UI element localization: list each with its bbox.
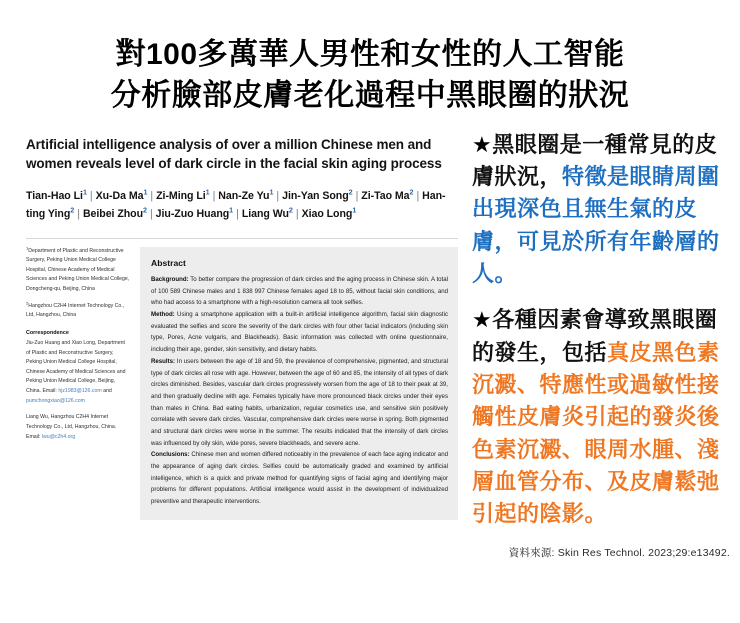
correspondence-address-2: Liang Wu, Hangzhou C2H4 Internet Technology Co., Ltd, Hangzhou, China. xyxy=(26,414,117,430)
abstract-results-text: In users between the age of 18 and 59, the prevalence of comprehensive, pigmented, and structural type of dark circles all rose with age. However, between the age of 60 and 85, the intensity of all types of dark circles diminished. Besides, vascular dark circles progressively worsen from the age of 18 to their peak at 39, and then gradually decline with age. Females typically have more pronounced black circles under their eyes than males in China. Bad eating habits, urbanization, regular cosmetics use, and sensitive skin positively correlate with severe dark circles. Vascular, comprehensive dark circles were worse in spring. Both pigmented and structural dark circles were worse in the summer. The results indicated that the intensity of dark circles was influenced by oily skin, wide pores, severe blackheads, and severe acne. xyxy=(151,357,449,447)
affiliation-1-marker: 1 xyxy=(26,244,29,250)
author-affiliation-marker: 2 xyxy=(288,205,293,215)
author-affiliation-marker: 1 xyxy=(82,187,87,197)
author-name: Liang Wu xyxy=(241,208,289,221)
star-bullet-icon: ★ xyxy=(472,131,493,157)
author-name: Han-ting Ying xyxy=(26,190,446,221)
author-affiliation-marker: 2 xyxy=(143,205,147,215)
source-text: Skin Res Technol. 2023;29:e13492. xyxy=(557,546,730,559)
page-headline xyxy=(0,0,740,117)
author-name: Zi-Ming Li xyxy=(156,190,206,203)
author-separator: | xyxy=(89,190,93,203)
journal-article-screenshot xyxy=(26,135,458,520)
commentary-2-plain: 各種因素會導致黑眼圈的發生，包括 xyxy=(472,307,718,365)
abstract-method-label: Method: xyxy=(151,311,175,319)
article-columns xyxy=(26,238,458,520)
affiliations-column xyxy=(26,244,140,450)
abstract-background-label: Background: xyxy=(151,276,189,284)
affiliation-1 xyxy=(26,244,130,295)
author-name: Xiao Long xyxy=(301,208,353,221)
commentary-1-plain: 黑眼圈是一種常見的皮膚狀況， xyxy=(472,131,718,190)
author-affiliation-marker: 2 xyxy=(409,187,414,197)
author-entry xyxy=(301,205,357,221)
abstract-background-text: To better compare the progression of dark circles and the aging process in Chinese skin. A total of 100 589 Chinese males and 1 838 997 Chinese females aged 18 to 85, without facial skin conditions, and who had access to a smartphone with a high-resolution camera all took selfies. xyxy=(151,276,448,307)
author-separator: | xyxy=(416,190,420,203)
article-title: Artificial intelligence analysis of over a million Chinese men and women reveals level of dark circle in the facial skin aging process xyxy=(26,136,442,171)
author-entry xyxy=(95,187,148,203)
headline-line-2: 分析臉部皮膚老化過程中黑眼圈的狀況 xyxy=(110,79,630,113)
author-entry xyxy=(155,205,234,221)
email-label-2: Email: xyxy=(26,433,41,440)
author-entry xyxy=(361,187,414,203)
author-separator: | xyxy=(295,208,299,221)
abstract-conclusions xyxy=(151,449,448,507)
author-affiliation-marker: 1 xyxy=(229,205,234,215)
author-list xyxy=(26,187,458,223)
author-separator: | xyxy=(276,190,280,203)
affiliation-2-text: Hangzhou C2H4 Internet Technology Co., Ltd, Hangzhou, China xyxy=(26,302,125,319)
author-entry xyxy=(82,205,147,221)
headline-line-1: 對100多萬華人男性和女性的人工智能 xyxy=(115,38,625,71)
author-separator: | xyxy=(150,190,154,203)
author-affiliation-marker: 1 xyxy=(269,187,274,197)
commentary-panel xyxy=(458,129,740,560)
author-entry xyxy=(156,187,210,203)
email-link-2[interactable]: pumchongxiao@126.com xyxy=(26,397,85,404)
commentary-1-highlight: 特徵是眼睛周圍出現深色且無生氣的皮膚，可見於所有年齡層的人。 xyxy=(472,164,720,287)
abstract-results-label: Results: xyxy=(151,357,176,365)
author-separator: | xyxy=(236,208,239,221)
author-entry xyxy=(282,187,353,203)
affiliation-2 xyxy=(26,299,130,321)
star-bullet-icon-2: ★ xyxy=(472,307,493,333)
email-link-3[interactable]: lwu@c2h4.org xyxy=(41,433,76,440)
commentary-paragraph-2 xyxy=(472,304,732,530)
author-affiliation-marker: 1 xyxy=(143,187,148,197)
commentary-2-highlight: 真皮黑色素沉澱、特應性或過敏性接觸性皮膚炎引起的發炎後色素沉澱、眼周水腫、淺層血管分布、及皮膚鬆弛引起的陰影。 xyxy=(472,339,720,527)
author-entry xyxy=(218,187,274,203)
author-name: Nan-Ze Yu xyxy=(218,190,270,203)
author-affiliation-marker: 1 xyxy=(205,187,210,197)
abstract-panel xyxy=(140,247,458,520)
author-affiliation-marker: 2 xyxy=(348,187,353,197)
correspondence-block-2 xyxy=(26,413,130,442)
author-name: Jiu-Zuo Huang xyxy=(155,208,230,221)
author-name: Zi-Tao Ma xyxy=(361,190,410,203)
author-separator: | xyxy=(149,208,153,221)
content-body xyxy=(0,117,740,560)
author-separator: | xyxy=(212,190,216,203)
affiliation-2-marker: 2 xyxy=(26,299,29,305)
abstract-results xyxy=(151,356,448,450)
abstract-method xyxy=(151,309,448,356)
author-entry xyxy=(26,187,87,203)
email-join-1: and xyxy=(103,388,112,395)
abstract-conclusions-label: Conclusions: xyxy=(151,451,190,459)
correspondence-heading: Correspondence xyxy=(26,329,69,336)
email-link-1[interactable]: hjz1983@126.com xyxy=(58,388,102,395)
correspondence-address-1: Jiu-Zuo Huang and Xiao Long, Department of Plastic and Reconstructive Surgery, Peking Union Medical College Hospital, Chinese Academy of Medical Sciences and Peking Union Medical College, Beijing, China. xyxy=(26,339,126,395)
abstract-background xyxy=(151,274,448,309)
author-name: Tian-Hao Li xyxy=(26,190,83,203)
author-separator: | xyxy=(77,208,80,221)
commentary-paragraph-1 xyxy=(472,129,732,291)
abstract-method-text: Using a smartphone application with a built-in artificial intelligence algorithm, facial skin diagnostic evaluated the selfies and score the severity of the dark circles with four other facial indicators (including skin type, Pores, Acne vulgaris, and Blackheads). Basic information was collected with online questionnaire, including their age, gender, skin sensitivity, and dietary habits. xyxy=(151,311,448,354)
author-separator: | xyxy=(355,190,359,203)
author-entry xyxy=(241,205,293,221)
affiliation-1-text: Department of Plastic and Reconstructive Surgery, Peking Union Medical College Hospital, Chinese Academy of Medical Sciences and Peking Union Medical College, Dongcheng-qu, Beijing, China xyxy=(26,247,130,293)
author-name: Beibei Zhou xyxy=(82,208,144,221)
correspondence-block-1 xyxy=(26,339,130,406)
source-label: 資料來源: xyxy=(508,546,555,559)
author-affiliation-marker: 1 xyxy=(352,205,357,215)
author-affiliation-marker: 2 xyxy=(70,205,75,215)
abstract-conclusions-text: Chinese men and women differed noticeably in the prevalence of each face aging indicator and the appearance of aging dark circles. Selfies could be automatically graded and examined by artificial intelligence, which is a quick and private method for quantifying signs of facial aging and identifying major problems for different populations. Artificial intelligence would assist in the development of individualized preventive and therapeutic interventions. xyxy=(151,451,448,506)
author-name: Jin-Yan Song xyxy=(282,190,349,203)
source-citation xyxy=(472,545,732,560)
abstract-heading: Abstract xyxy=(151,257,186,268)
email-label-1: Email: xyxy=(42,388,57,395)
author-name: Xu-Da Ma xyxy=(95,190,144,203)
